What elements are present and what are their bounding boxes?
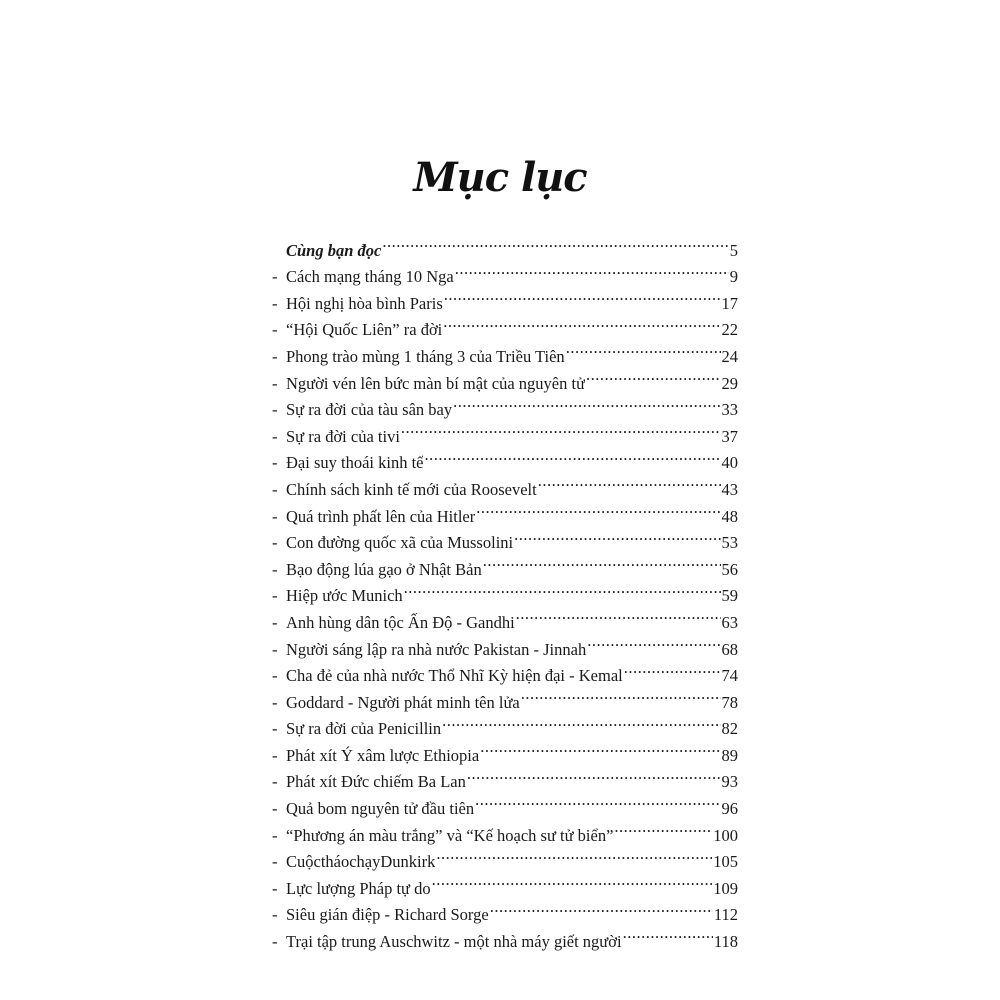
toc-entry-page-number: 56 xyxy=(721,559,738,579)
toc-entry-dash: - xyxy=(272,479,278,499)
toc-entry-leader xyxy=(622,920,713,947)
toc-entry-page-number: 17 xyxy=(721,293,738,313)
toc-entry-title: Siêu gián điệp - Richard Sorge xyxy=(286,905,489,925)
toc-entry-title: Sự ra đời của tivi xyxy=(286,426,400,446)
toc-entry-leader xyxy=(381,229,728,256)
toc-entry-page-number: 33 xyxy=(721,400,738,420)
toc-entry-page-number: 109 xyxy=(713,878,738,898)
toc-entry-leader xyxy=(482,548,721,575)
toc-entry-page-number: 59 xyxy=(721,586,738,606)
toc-entry-title: Sự ra đời của tàu sân bay xyxy=(286,400,453,420)
toc-entry-dash: - xyxy=(272,692,278,712)
toc-entry-leader xyxy=(454,256,729,283)
toc-entry-dash: - xyxy=(272,533,278,553)
toc-entry-leader xyxy=(565,335,721,362)
toc-entry-title: Cha đẻ của nhà nước Thổ Nhĩ Kỳ hiện đại - Kemal xyxy=(286,666,623,686)
toc-entry-title: Sự ra đời của Penicillin xyxy=(286,719,442,739)
toc-entry-leader xyxy=(441,708,720,735)
toc-entry-leader xyxy=(431,867,713,894)
toc-entry-leader xyxy=(423,442,720,469)
toc-entry-leader xyxy=(475,495,720,522)
toc-entry-leader xyxy=(443,282,721,309)
table-of-contents xyxy=(264,229,738,952)
toc-entry-page-number: 112 xyxy=(713,905,738,925)
toc-entry-page-number: 100 xyxy=(713,825,738,845)
toc-entry-page-number: 118 xyxy=(713,932,738,952)
toc-entry-title: CuộctháochạyDunkirk xyxy=(286,852,436,872)
toc-entry-page-number: 40 xyxy=(721,453,738,473)
toc-entry-title: Đại suy thoái kinh tế xyxy=(286,453,424,473)
toc-entry[interactable] xyxy=(264,229,738,260)
toc-entry-page-number: 89 xyxy=(721,745,738,765)
toc-entry-leader xyxy=(586,628,720,655)
toc-entry-title: Phát xít Ý xâm lược Ethiopia xyxy=(286,745,480,765)
toc-entry-page-number: 29 xyxy=(721,373,738,393)
toc-entry-page-number: 48 xyxy=(721,506,738,526)
toc-entry-dash: - xyxy=(272,586,278,606)
toc-entry-dash: - xyxy=(272,559,278,579)
toc-entry-dash: - xyxy=(272,932,278,952)
toc-entry-leader xyxy=(585,362,720,389)
toc-entry-dash: - xyxy=(272,799,278,819)
toc-entry-dash: - xyxy=(272,320,278,340)
toc-entry-page-number: 9 xyxy=(729,267,738,287)
toc-entry-page-number: 63 xyxy=(721,612,738,632)
toc-entry-dash: - xyxy=(272,293,278,313)
toc-entry-leader xyxy=(515,601,721,628)
toc-entry-page-number: 24 xyxy=(721,346,738,366)
toc-entry-dash: - xyxy=(272,453,278,473)
toc-entry-dash: - xyxy=(272,267,278,287)
toc-entry-page-number: 78 xyxy=(721,692,738,712)
toc-entry-leader xyxy=(537,468,721,495)
toc-entry-title: Phát xít Đức chiếm Ba Lan xyxy=(286,772,466,792)
toc-entry-title: Cùng bạn đọc xyxy=(286,240,382,260)
toc-entry-leader xyxy=(613,814,712,841)
toc-entry-dash: - xyxy=(272,666,278,686)
toc-entry-title: “Hội Quốc Liên” ra đời xyxy=(286,320,443,340)
toc-entry-leader xyxy=(435,841,712,868)
toc-entry-page-number: 82 xyxy=(721,719,738,739)
toc-entry-dash: - xyxy=(272,852,278,872)
toc-entry-title: Hiệp ước Munich xyxy=(286,586,403,606)
toc-entry-page-number: 68 xyxy=(721,639,738,659)
toc-entry-page-number: 93 xyxy=(721,772,738,792)
toc-entry-page-number: 105 xyxy=(713,852,738,872)
toc-entry-title: Quả bom nguyên tử đầu tiên xyxy=(286,799,475,819)
toc-entry-dash: - xyxy=(272,346,278,366)
toc-entry-dash: - xyxy=(272,426,278,446)
toc-entry-leader xyxy=(479,734,720,761)
toc-entry-dash: - xyxy=(272,905,278,925)
toc-entry-title: Quá trình phất lên của Hitler xyxy=(286,506,476,526)
toc-entry-title: Anh hùng dân tộc Ấn Độ - Gandhi xyxy=(286,612,515,632)
toc-entry-title: Goddard - Người phát minh tên lửa xyxy=(286,692,520,712)
toc-entry-leader xyxy=(400,415,721,442)
toc-entry-title: Bạo động lúa gạo ở Nhật Bản xyxy=(286,559,482,579)
toc-entry-dash: - xyxy=(272,373,278,393)
toc-entry-leader xyxy=(452,389,720,416)
toc-entry-dash: - xyxy=(272,825,278,845)
toc-entry-title: Hội nghị hòa bình Paris xyxy=(286,293,443,313)
toc-entry-dash: - xyxy=(272,639,278,659)
toc-entry-page-number: 43 xyxy=(721,479,738,499)
toc-entry-leader xyxy=(520,681,721,708)
toc-entry-leader xyxy=(489,894,713,921)
page-title: Mục lục xyxy=(413,154,587,201)
toc-entry-page-number: 53 xyxy=(721,533,738,553)
toc-entry-title: Phong trào mùng 1 tháng 3 của Triều Tiên xyxy=(286,346,565,366)
toc-entry-dash: - xyxy=(272,719,278,739)
toc-entry-title: “Phương án màu trắng” và “Kế hoạch sư tử biển” xyxy=(286,825,614,845)
toc-entry-page-number: 5 xyxy=(729,240,738,260)
toc-entry-title: Người sáng lập ra nhà nước Pakistan - Jinnah xyxy=(286,639,587,659)
toc-entry-leader xyxy=(474,787,720,814)
toc-entry-dash: - xyxy=(272,400,278,420)
toc-entry-leader xyxy=(513,522,720,549)
toc-entry-title: Lực lượng Pháp tự do xyxy=(286,878,431,898)
toc-entry-title: Con đường quốc xã của Mussolini xyxy=(286,533,514,553)
toc-entry-dash: - xyxy=(272,506,278,526)
toc-entry-page-number: 37 xyxy=(721,426,738,446)
toc-entry-title: Cách mạng tháng 10 Nga xyxy=(286,267,454,287)
toc-entry-dash: - xyxy=(272,745,278,765)
toc-entry-dash: - xyxy=(272,878,278,898)
toc-entry-title: Trại tập trung Auschwitz - một nhà máy giết người xyxy=(286,932,622,952)
toc-entry-title: Người vén lên bức màn bí mật của nguyên tử xyxy=(286,373,586,393)
toc-entry-dash: - xyxy=(272,772,278,792)
toc-entry-leader xyxy=(623,655,721,682)
toc-entry-page-number: 74 xyxy=(721,666,738,686)
toc-entry-page-number: 22 xyxy=(721,320,738,340)
toc-entry-leader xyxy=(466,761,721,788)
toc-entry-title: Chính sách kinh tế mới của Roosevelt xyxy=(286,479,537,499)
toc-entry-page-number: 96 xyxy=(721,799,738,819)
toc-entry-leader xyxy=(403,575,721,602)
toc-entry-dash: - xyxy=(272,612,278,632)
toc-entry-leader xyxy=(442,309,720,336)
